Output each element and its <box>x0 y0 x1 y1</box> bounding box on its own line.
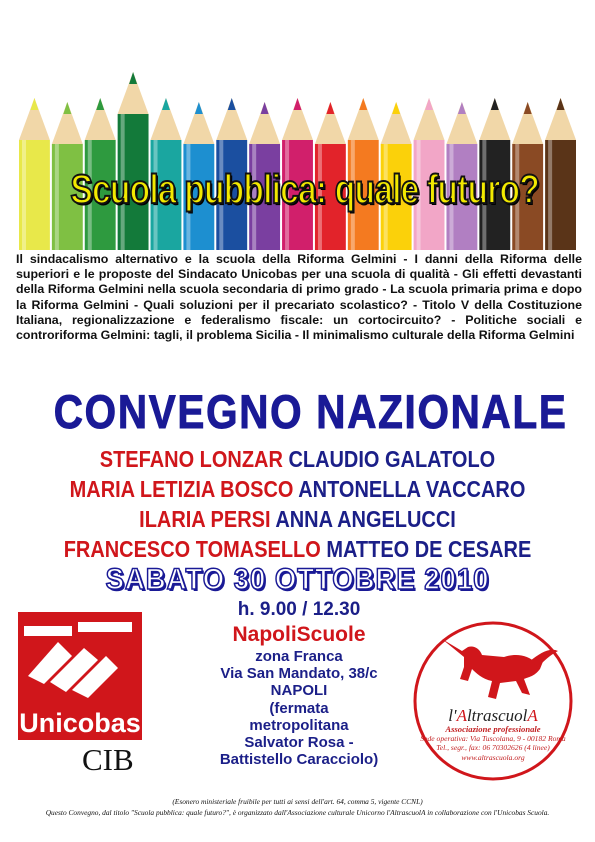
altrascuola-line: Sede operativa: Via Tuscolana, 9 - 00182 Roma <box>420 734 566 744</box>
cib-label: CIB <box>82 742 134 777</box>
address-line: zona Franca <box>255 648 343 665</box>
address-line: (fermata <box>269 699 329 717</box>
unicobas-cib-logo <box>14 612 144 782</box>
pencil <box>545 98 576 250</box>
speaker-row <box>45 474 551 504</box>
event-date: SABATO 30 OTTOBRE 2010 <box>105 563 490 596</box>
speaker-row <box>45 444 551 474</box>
speaker-name: STEFANO LONZAR <box>99 446 283 472</box>
altrascuola-logo <box>412 617 574 787</box>
speakers-list <box>0 444 595 564</box>
address-line: Salvator Rosa - <box>244 734 354 752</box>
name-part: l' <box>448 706 457 725</box>
speaker-name: ANNA ANGELUCCI <box>275 506 456 532</box>
convegno-heading: CONVEGNO NAZIONALE <box>53 385 568 438</box>
altrascuola-line: Associazione professionale <box>445 724 541 734</box>
footnote-organizer: Questo Convegno, dal titolo "Scuola pubblica: quale futuro?", è organizzato dall'Associazione culturale Unicorno l'AltrascuolA in collaborazione con l'Unicobas Scuola. <box>45 808 550 817</box>
event-venue: NapoliScuole <box>232 623 366 646</box>
topics-paragraph: Il sindacalismo alternativo e la scuola della Riforma Gelmini - I danni della Riforma delle superiori e le proposte del Sindacato Unicobas per una scuola di qualità - Gli effetti devastanti della Riforma Gelmini nella scuola secondaria di primo grado - La scuola primaria prima e dopo la Riforma Gelmini - Quali soluzioni per il precariato scolastico? - Titolo V della Costituzione Italiana, regionalizzazione e federalismo fiscale: un cortocircuito? - Politiche sociali e controriforma Gelmini: tagli, il problema Sicilia - Il minimalismo culturale della Riforma Gelmini <box>16 252 582 343</box>
unicobas-wordmark: Unicobas <box>19 708 141 738</box>
address-line: metropolitana <box>249 716 349 734</box>
speaker-name: ANTONELLA VACCARO <box>298 476 526 502</box>
name-part: ltrascuol <box>466 706 528 725</box>
speaker-name: ILARIA PERSI <box>139 506 271 532</box>
address-line: Battistello Caracciolo) <box>219 751 379 769</box>
speaker-name: MARIA LETIZIA BOSCO <box>69 476 294 502</box>
altrascuola-details <box>412 725 574 762</box>
name-part: A <box>456 706 467 725</box>
speaker-name: CLAUDIO GALATOLO <box>288 446 496 472</box>
speaker-row <box>45 534 551 564</box>
poster-title: Scuola pubblica: quale futuro? <box>70 166 539 212</box>
speaker-row <box>45 504 551 534</box>
event-time: h. 9.00 / 12.30 <box>237 599 361 620</box>
altrascuola-name <box>412 706 574 726</box>
altrascuola-line: www.altrascuola.org <box>461 752 525 762</box>
pencil <box>118 72 149 250</box>
address-line: Via San Mandato, 38/c <box>220 665 378 683</box>
altrascuola-line: Tel., segr., fax: 06 70302626 (4 linee) <box>436 743 550 753</box>
pencil <box>19 98 50 250</box>
speaker-name: FRANCESCO TOMASELLO <box>63 536 321 562</box>
footnote-exemption: (Esonero ministeriale fruibile per tutti ai sensi dell'art. 64, comma 5, vigente CCNL) <box>172 797 423 806</box>
speaker-name: MATTEO DE CESARE <box>326 536 532 562</box>
event-address <box>194 648 404 768</box>
name-part: A <box>527 706 538 725</box>
address-line: NAPOLI <box>270 682 328 700</box>
